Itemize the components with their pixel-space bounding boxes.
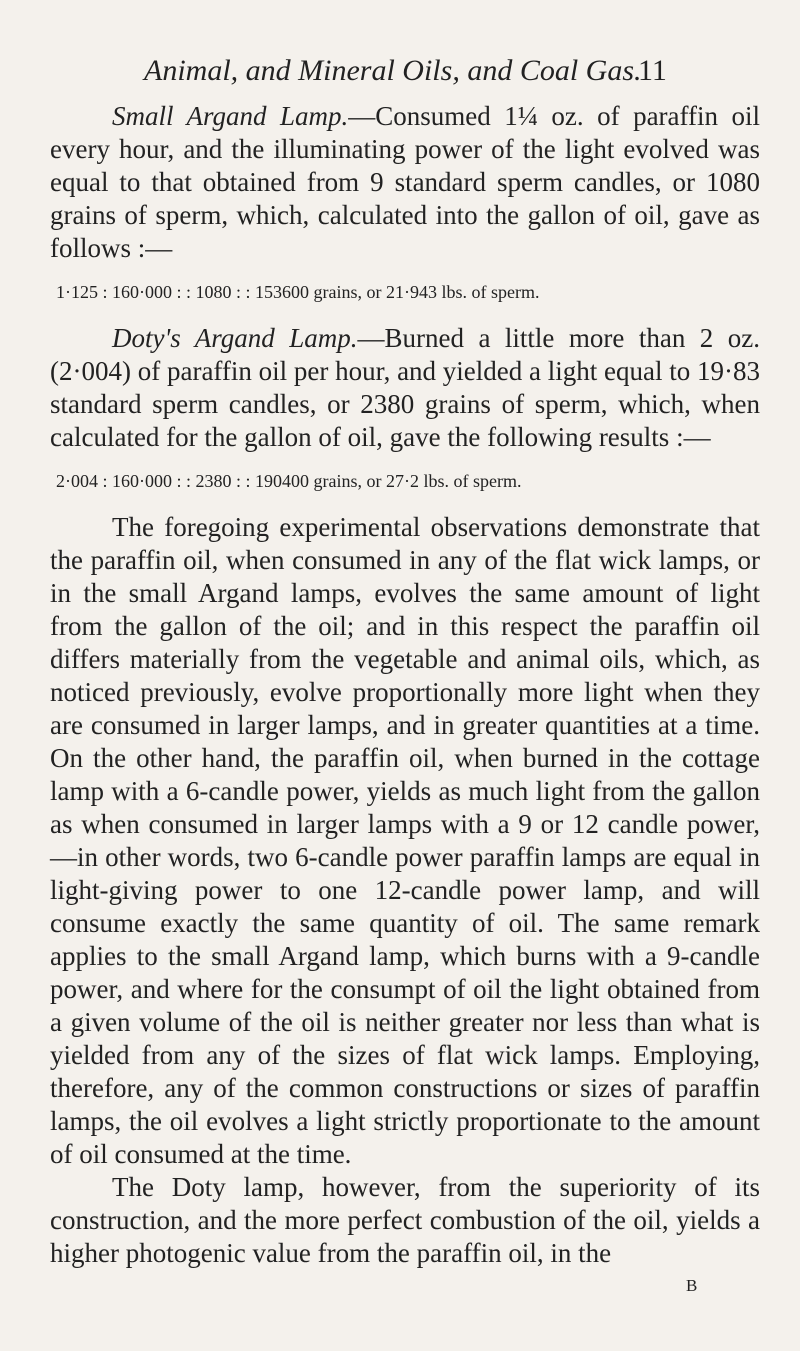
paragraph-doty-lamp: The Doty lamp, however, from the superiority of its construction, and the more perfect combustion of the oil, yields a higher photogenic value from the paraffin oil, in the [50, 1172, 760, 1268]
page-number: 11 [638, 54, 667, 87]
paragraph-small-argand-lamp [50, 100, 760, 265]
signature-mark: B [686, 1276, 698, 1295]
paragraph-observations: The foregoing experimental observations demonstrate that the paraffin oil, when consumed in any of the flat wick lamps, or in the small Argand lamps, evolves the same amount of light from the gallon of the oil; and in this respect the paraffin oil differs materially from the vegetable and animal oils, which, as noticed previously, evolve proportionally more light when they are consumed in larger lamps, and in greater quantities at a time. On the other hand, the paraffin oil, when burned in the cottage lamp with a 6-candle power, yields as much light from the gallon as when consumed in larger lamps with a 9 or 12 candle power,—in other words, two 6-candle power paraffin lamps are equal in light-giving power to one 12-candle power lamp, and will consume exactly the same quantity of oil. The same remark applies to the small Argand lamp, which burns with a 9-candle power, and where for the consumpt of oil the light obtained from a given volume of the oil is neither greater nor less than what is yielded from any of the sizes of flat wick lamps. Employing, therefore, any of the common constructions or sizes of paraffin lamps, the oil evolves a light strictly proportionate to the amount of oil consumed at the time. [50, 512, 760, 1169]
running-title: Animal, and Mineral Oils, and Coal Gas. [144, 54, 642, 87]
paragraph-dotys-argand-lamp [50, 322, 760, 454]
formula-dotys-argand: 2·004 : 160·000 : : 2380 : : 190400 grains, or 27·2 lbs. of sperm. [56, 471, 522, 491]
paragraph-body: —Burned a little more than 2 oz. (2·004) of paraffin oil per hour, and yielded a light equal to 19·83 standard sperm candles, or 2380 grains of sperm, which, when calculated for the gallon of oil, gave the following results :— [50, 323, 761, 452]
formula-small-argand: 1·125 : 160·000 : : 1080 : : 153600 grains, or 21·943 lbs. of sperm. [56, 282, 540, 302]
body-text [50, 100, 760, 1270]
paragraph-lead: Doty's Argand Lamp. [112, 323, 358, 353]
paragraph-lead: Small Argand Lamp. [112, 101, 349, 131]
paragraph-body: —Consumed 1¼ oz. of paraffin oil every hour, and the illuminating power of the light evolved was equal to that obtained from 9 standard sperm candles, or 1080 grains of sperm, which, calculated into the gallon of oil, gave as follows :— [50, 101, 760, 263]
running-head [0, 54, 800, 94]
